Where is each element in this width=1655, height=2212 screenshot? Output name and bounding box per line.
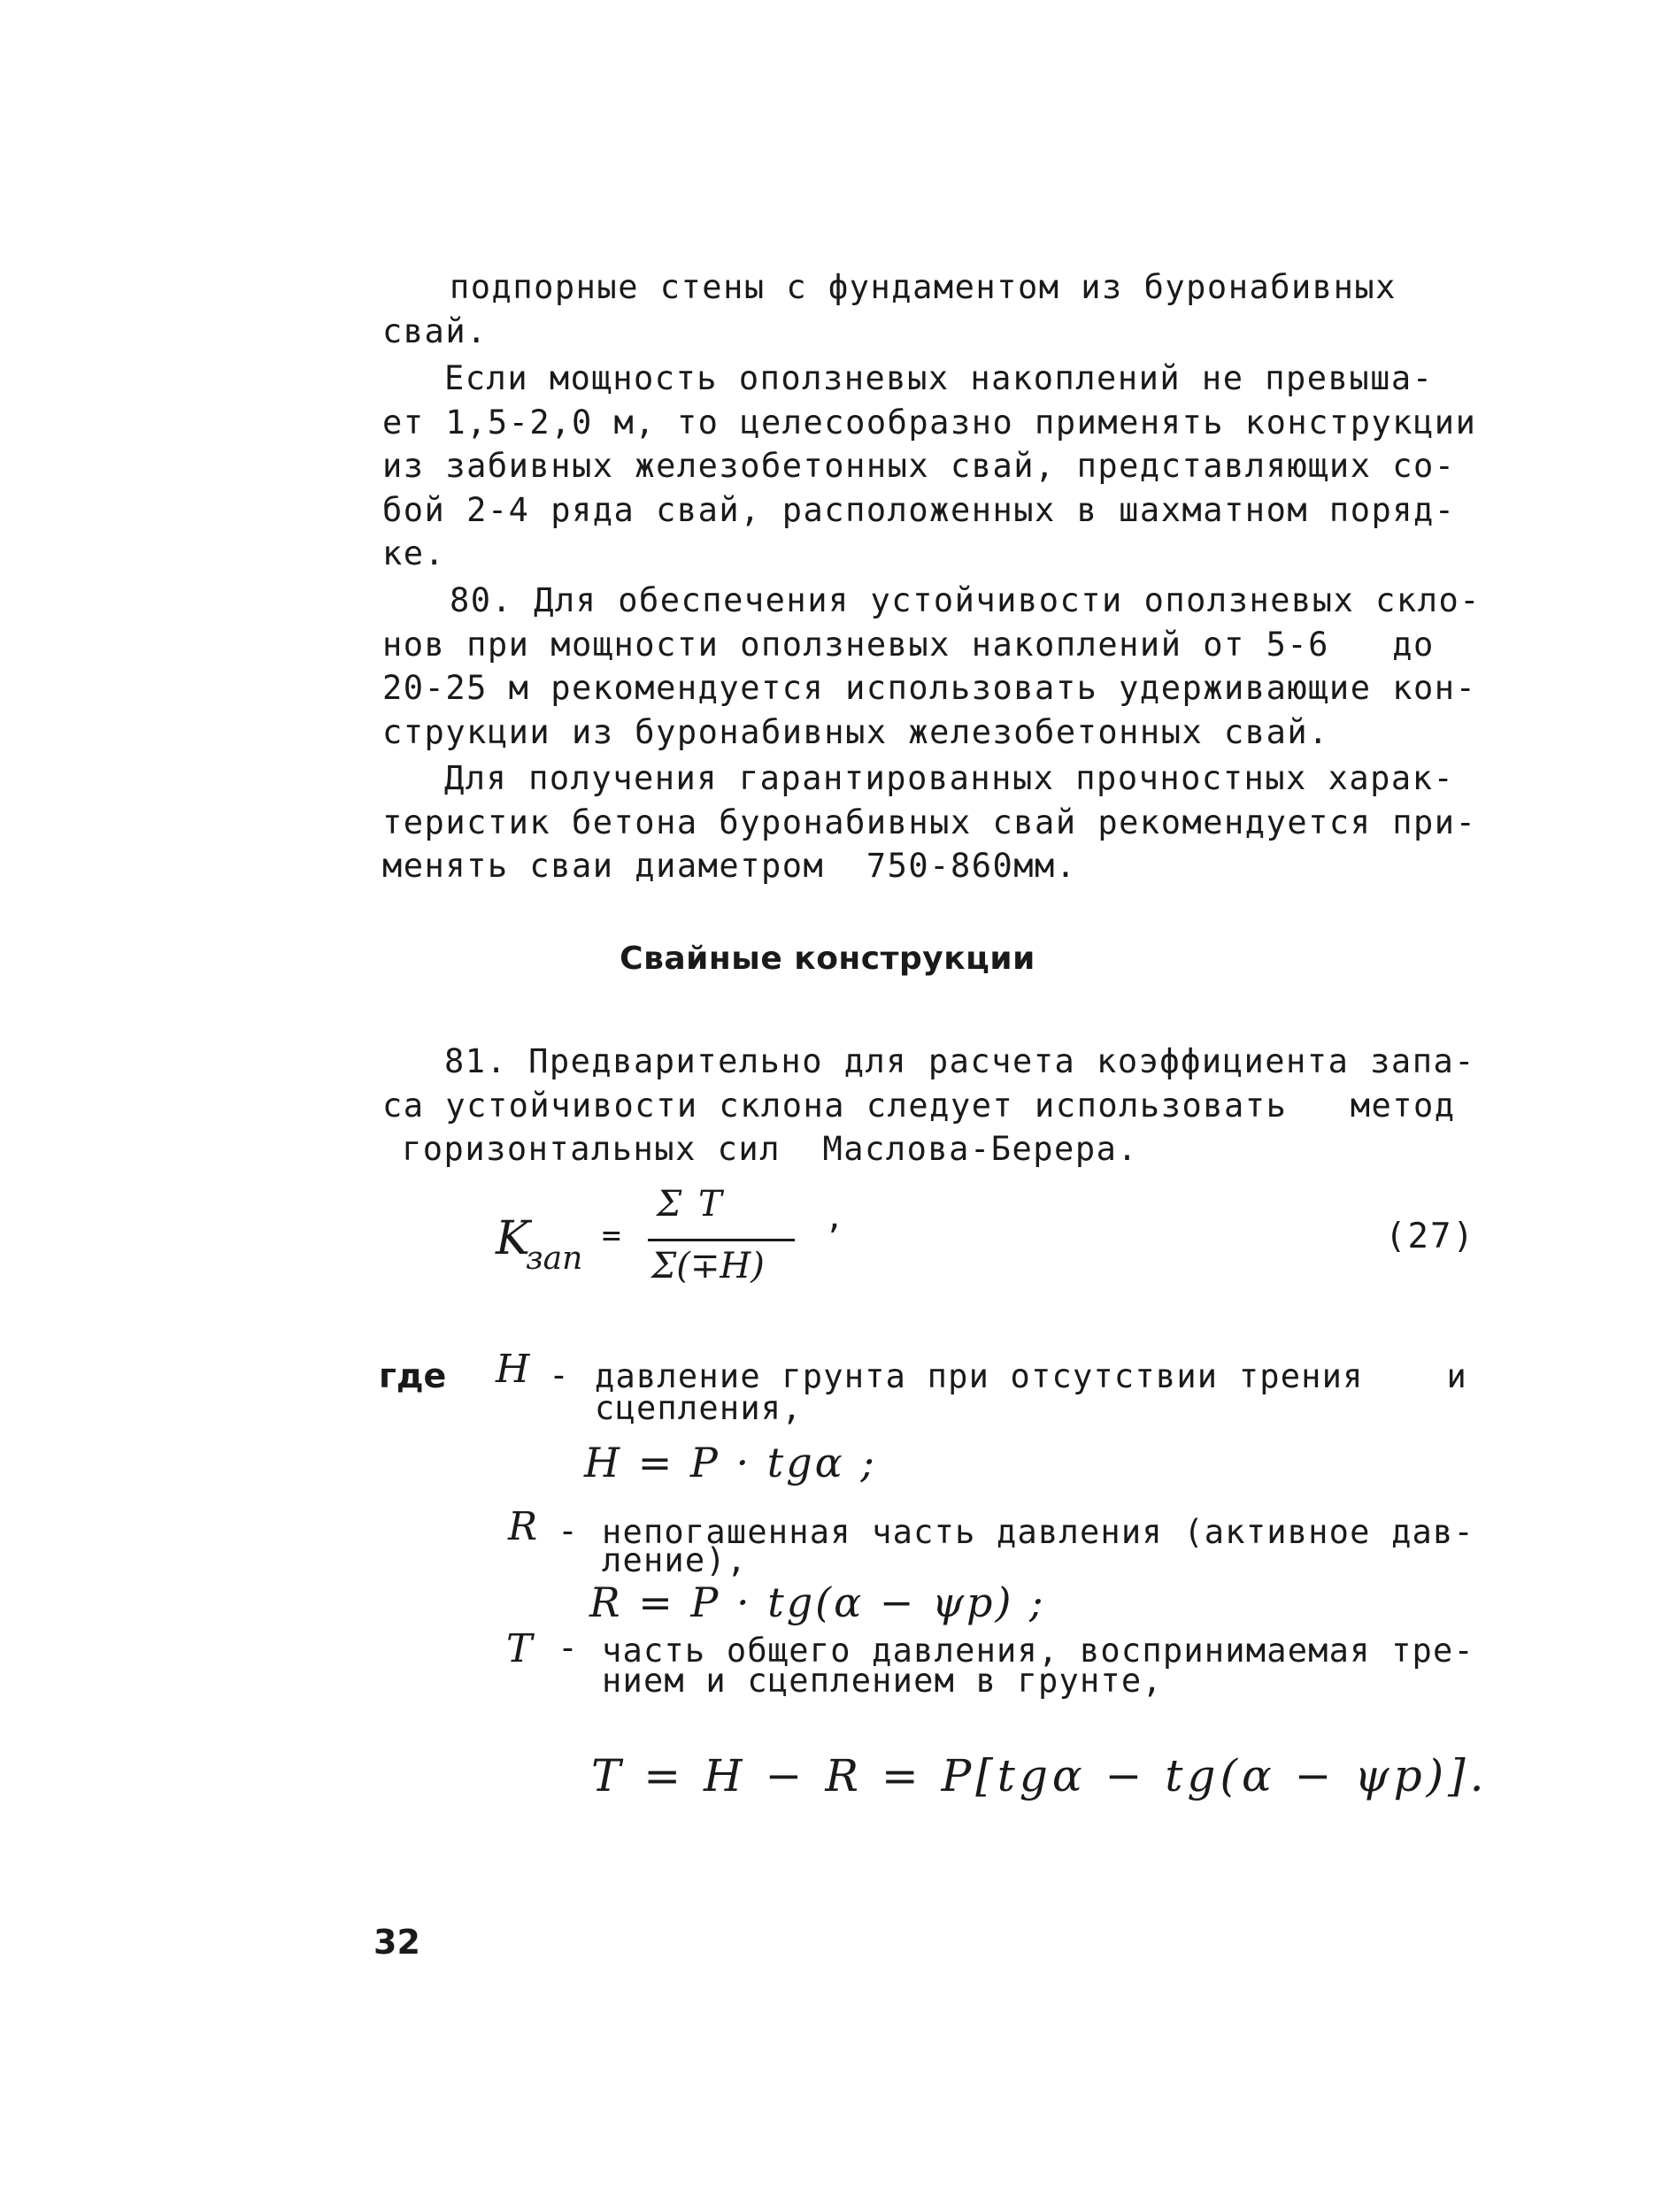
text-line: струкции из буронабивных железобетонных свай. xyxy=(382,712,1329,751)
text-line: ление), xyxy=(602,1541,748,1579)
equation-number: (27) xyxy=(1385,1217,1475,1256)
formula-comma: , xyxy=(825,1200,844,1236)
text-line: нов при мощности оползневых накоплений от 5-6 до xyxy=(382,625,1435,664)
text-line: давление грунта при отсутствии трения и xyxy=(595,1357,1467,1395)
text-line: Если мощность оползневых накоплений не превыша- xyxy=(444,359,1434,397)
text-line: менять сваи диаметром 750-860мм. xyxy=(382,847,1077,885)
definition-t xyxy=(602,1632,1474,1701)
text-line: из забивных железобетонных свай, представляющих со- xyxy=(382,447,1456,485)
text-line: Для получения гарантированных прочностных харак- xyxy=(444,759,1455,797)
paragraph-retaining-walls xyxy=(382,265,1506,353)
text-line: свай. xyxy=(382,311,488,350)
paragraph-item-80 xyxy=(382,579,1506,754)
text-line: теристик бетона буронабивных свай рекомендуется при- xyxy=(382,803,1477,841)
formula-denominator: Σ(∓H) xyxy=(651,1246,765,1286)
symbol-t: T xyxy=(506,1626,533,1671)
symbol-r: R xyxy=(508,1504,538,1549)
text-line: бой 2-4 ряда свай, расположенных в шахматном поряд- xyxy=(382,490,1456,529)
symbol-h: H xyxy=(496,1347,530,1392)
paragraph-driven-piles xyxy=(382,357,1506,576)
formula-equals: = xyxy=(602,1217,621,1254)
definition-h xyxy=(595,1357,1467,1428)
paragraph-item-81 xyxy=(382,1040,1506,1171)
formula-t: T = H − R = P[tgα − tg(α − ψp)]. xyxy=(591,1750,1489,1801)
page-number: 32 xyxy=(373,1923,420,1962)
text-line: ет 1,5-2,0 м, то целесообразно применять конструкции xyxy=(382,403,1477,442)
text-line: са устойчивости склона следует использовать метод xyxy=(382,1086,1456,1125)
dash: - xyxy=(558,1628,578,1667)
paragraph-pile-diameter xyxy=(382,757,1506,888)
dash: - xyxy=(558,1511,578,1550)
text-line: горизонтальных сил Маслова-Берера. xyxy=(402,1130,1139,1168)
text-line: 80. Для обеспечения устойчивости оползневых скло- xyxy=(450,581,1482,619)
section-heading: Свайные конструкции xyxy=(620,941,1035,977)
formula-r: R = P · tg(α − ψp) ; xyxy=(589,1578,1046,1626)
text-line: часть общего давления, воспринимаемая тре- xyxy=(602,1632,1474,1670)
text-line: 20-25 м рекомендуется использовать удерживающие кон- xyxy=(382,669,1477,707)
formula-lhs-subscript: зап xyxy=(526,1240,583,1277)
definition-r xyxy=(602,1513,1474,1580)
text-line: подпорные стены с фундаментом из буронабивных xyxy=(450,268,1397,306)
text-line: непогашенная часть давления (активное дав- xyxy=(602,1513,1474,1551)
text-line: нием и сцеплением в грунте, xyxy=(602,1662,1163,1700)
formula-h: H = P · tgα ; xyxy=(584,1439,877,1486)
text-line: 81. Предварительно для расчета коэффициента запа- xyxy=(444,1042,1476,1080)
formula-27 xyxy=(496,1186,867,1301)
where-label: где xyxy=(379,1356,447,1395)
fraction-bar xyxy=(648,1239,795,1241)
dash: - xyxy=(549,1356,569,1394)
text-line: ке. xyxy=(382,534,446,572)
text-line: сцепления, xyxy=(595,1389,803,1427)
formula-lhs-k: K xyxy=(496,1212,530,1265)
formula-numerator: Σ T xyxy=(657,1184,725,1225)
